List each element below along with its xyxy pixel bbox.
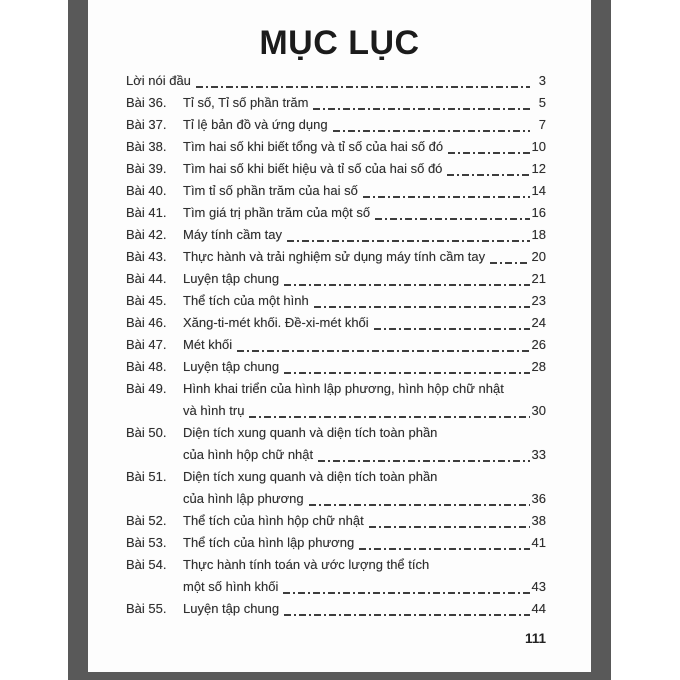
toc-entry <box>126 158 546 180</box>
entry-page-number: 28 <box>531 359 546 374</box>
entry-title: Tìm giá trị phần trăm của một số <box>183 205 371 220</box>
entry-label: Bài 46. <box>126 315 167 330</box>
toc-entry <box>126 202 546 224</box>
toc-entry <box>126 114 546 136</box>
toc-entry <box>126 70 546 92</box>
entry-title: Tìm hai số khi biết hiệu và tỉ số của hai số đó <box>183 161 443 176</box>
entry-title: Hình khai triển của hình lập phương, hình hộp chữ nhật <box>183 381 504 396</box>
entry-label: Bài 50. <box>126 425 167 440</box>
toc-entry <box>126 92 546 114</box>
dotted-leader <box>359 548 529 550</box>
entry-title: Mét khối <box>183 337 233 352</box>
dotted-leader <box>363 196 530 198</box>
entry-page-number: 36 <box>531 491 546 506</box>
entry-label: Bài 43. <box>126 249 167 264</box>
dotted-leader <box>490 262 529 264</box>
page-number: 111 <box>524 631 546 646</box>
entry-page-number: 21 <box>531 271 546 286</box>
entry-label: Bài 51. <box>126 469 167 484</box>
entry-page-number: 12 <box>531 161 546 176</box>
entry-page-number: 23 <box>531 293 546 308</box>
entry-page-number: 43 <box>531 579 546 594</box>
toc-entry <box>126 356 546 378</box>
entry-page-number: 18 <box>531 227 546 242</box>
entry-label: Bài 54. <box>126 557 167 572</box>
toc-entry <box>126 136 546 158</box>
entry-label: Bài 37. <box>126 117 167 132</box>
entry-title: Tỉ lệ bản đồ và ứng dụng <box>183 117 328 132</box>
entry-label: Bài 55. <box>126 601 167 616</box>
dotted-leader <box>318 460 529 462</box>
entry-label: Bài 48. <box>126 359 167 374</box>
dotted-leader <box>448 152 529 154</box>
entry-label: Bài 41. <box>126 205 167 220</box>
entry-label: Bài 36. <box>126 95 167 110</box>
entry-title: Diện tích xung quanh và diện tích toàn phần <box>183 425 438 440</box>
entry-page-number: 20 <box>531 249 546 264</box>
toc-entry <box>126 246 546 268</box>
entry-title: Xăng-ti-mét khối. Đề-xi-mét khối <box>183 315 369 330</box>
toc-entry <box>126 422 546 466</box>
entry-title: Lời nói đầu <box>126 73 191 88</box>
entry-label: Bài 40. <box>126 183 167 198</box>
toc-entry <box>126 510 546 532</box>
toc-entry <box>126 598 546 620</box>
entry-page-number: 16 <box>531 205 546 220</box>
entry-page-number: 26 <box>531 337 546 352</box>
entry-title: Luyện tập chung <box>183 601 280 616</box>
entry-page-number: 41 <box>531 535 546 550</box>
toc-entry <box>126 466 546 510</box>
dotted-leader <box>237 350 529 352</box>
toc-entry <box>126 312 546 334</box>
dotted-leader <box>374 328 530 330</box>
entry-page-number: 30 <box>531 403 546 418</box>
dotted-leader <box>287 240 530 242</box>
photo-background <box>68 0 611 680</box>
dotted-leader <box>249 416 529 418</box>
entry-label: Bài 39. <box>126 161 167 176</box>
entry-page-number: 24 <box>531 315 546 330</box>
toc-entry <box>126 554 546 598</box>
entry-title: Thể tích của hình hộp chữ nhật <box>183 513 364 528</box>
toc-entry <box>126 532 546 554</box>
dotted-leader <box>196 86 530 88</box>
entry-title: Tỉ số, Tỉ số phần trăm <box>183 95 309 110</box>
entry-title: Thực hành tính toán và ước lượng thể tích <box>183 557 430 572</box>
dotted-leader <box>375 218 529 220</box>
dotted-leader <box>284 614 529 616</box>
entry-label: Bài 44. <box>126 271 167 286</box>
entry-title: Thực hành và trải nghiệm sử dụng máy tính cầm tay <box>183 249 486 264</box>
entry-title: Luyện tập chung <box>183 359 280 374</box>
toc-list <box>88 70 591 620</box>
entry-title-line2: của hình hộp chữ nhật <box>183 447 314 462</box>
entry-title: Tìm tỉ số phần trăm của hai số <box>183 183 358 198</box>
entry-title: Diện tích xung quanh và diện tích toàn phần <box>183 469 438 484</box>
entry-title: Luyện tập chung <box>183 271 280 286</box>
dotted-leader <box>369 526 530 528</box>
toc-entry <box>126 180 546 202</box>
book-page <box>88 0 591 672</box>
entry-title: Tìm hai số khi biết tổng và tỉ số của hai số đó <box>183 139 444 154</box>
entry-title: Máy tính cầm tay <box>183 227 282 242</box>
dotted-leader <box>309 504 530 506</box>
toc-title: MỤC LỤC <box>259 24 420 62</box>
entry-title: Thể tích của hình lập phương <box>183 535 355 550</box>
dotted-leader <box>447 174 529 176</box>
toc-entry <box>126 334 546 356</box>
entry-page-number: 3 <box>538 73 546 88</box>
entry-label: Bài 38. <box>126 139 167 154</box>
entry-label: Bài 49. <box>126 381 167 396</box>
entry-page-number: 14 <box>531 183 546 198</box>
entry-title: Thể tích của một hình <box>183 293 309 308</box>
entry-page-number: 44 <box>531 601 546 616</box>
dotted-leader <box>284 284 529 286</box>
entry-title-line2: của hình lập phương <box>183 491 304 506</box>
toc-entry <box>126 378 546 422</box>
entry-page-number: 33 <box>531 447 546 462</box>
toc-entry <box>126 224 546 246</box>
dotted-leader <box>284 372 529 374</box>
entry-label: Bài 47. <box>126 337 167 352</box>
entry-title-line2: một số hình khối <box>183 579 279 594</box>
entry-label: Bài 45. <box>126 293 167 308</box>
entry-page-number: 38 <box>531 513 546 528</box>
toc-entry <box>126 290 546 312</box>
entry-label: Bài 52. <box>126 513 167 528</box>
entry-label: Bài 53. <box>126 535 167 550</box>
entry-page-number: 7 <box>538 117 546 132</box>
dotted-leader <box>314 306 530 308</box>
toc-entry <box>126 268 546 290</box>
entry-label: Bài 42. <box>126 227 167 242</box>
entry-page-number: 10 <box>531 139 546 154</box>
entry-page-number: 5 <box>538 95 546 110</box>
dotted-leader <box>313 108 530 110</box>
dotted-leader <box>333 130 530 132</box>
dotted-leader <box>283 592 529 594</box>
entry-title-line2: và hình trụ <box>183 403 245 418</box>
